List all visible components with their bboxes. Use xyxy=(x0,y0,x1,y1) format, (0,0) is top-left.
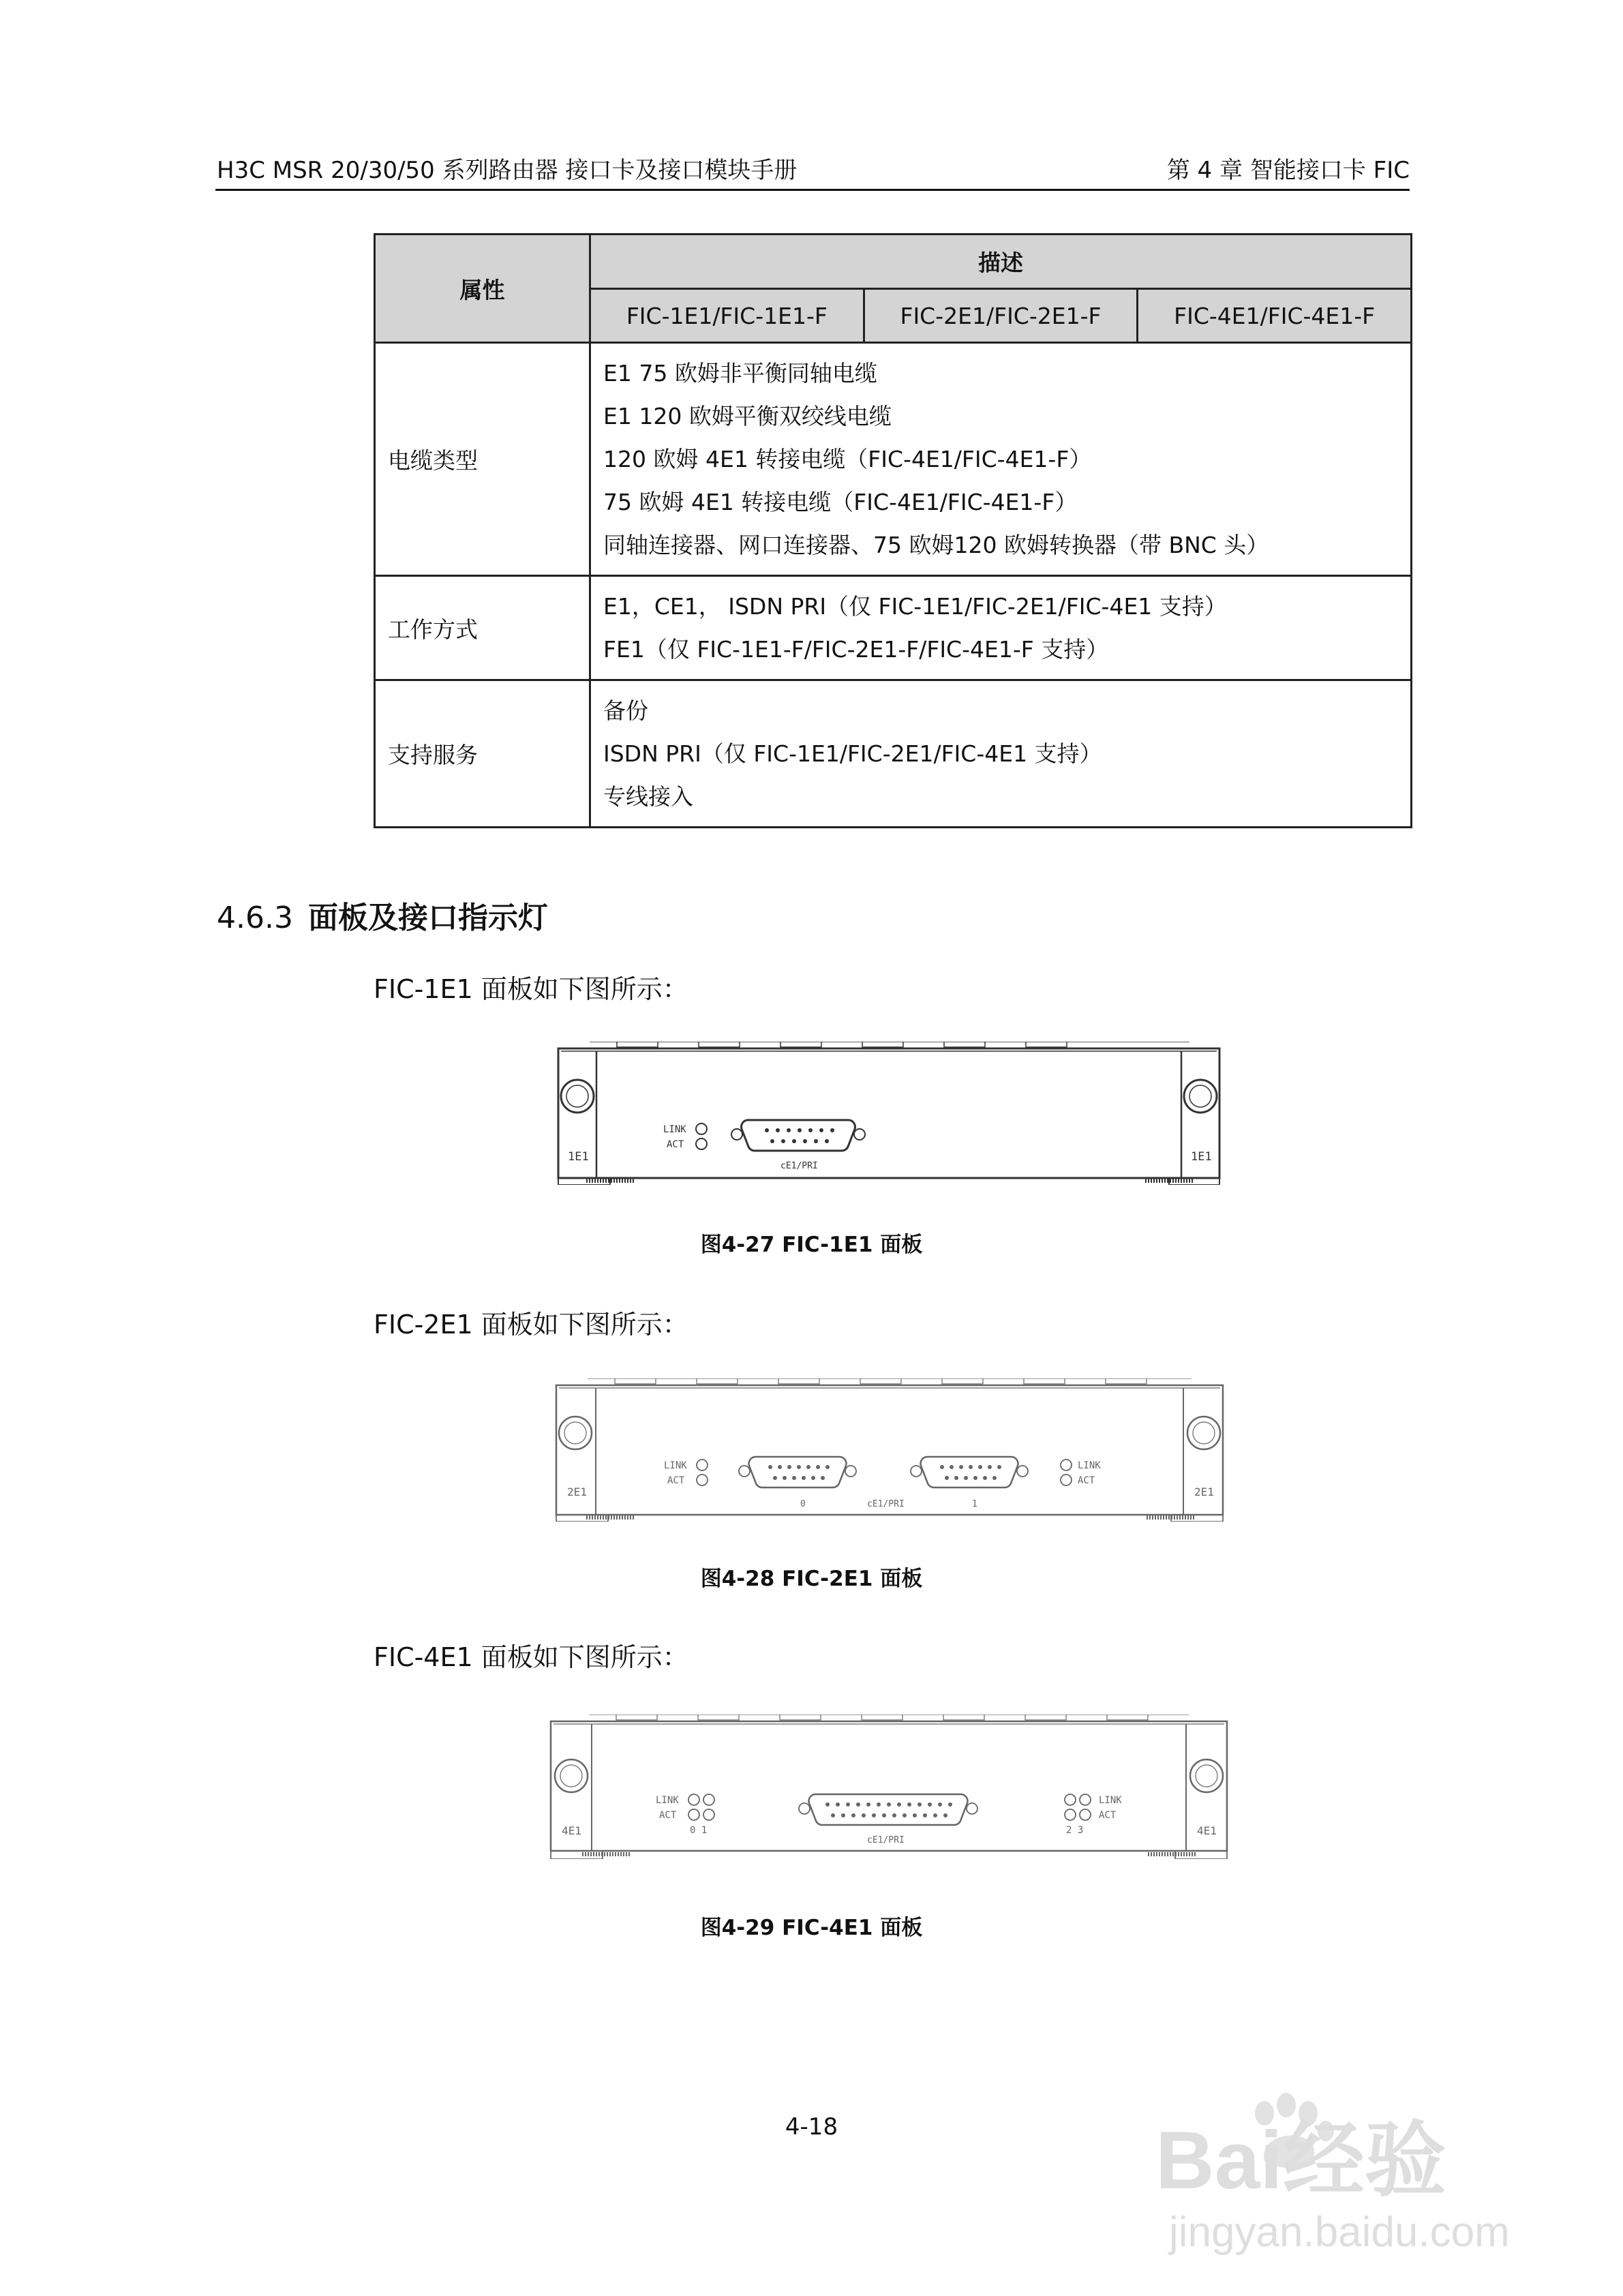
description-line: E1 75 欧姆非平衡同轴电缆 xyxy=(603,360,877,387)
table-row xyxy=(375,680,1412,828)
led-label-link: LINK xyxy=(664,1460,687,1471)
running-header-right: 第 4 章 智能接口卡 FIC xyxy=(1166,157,1410,184)
fic-2e1-panel-drawing xyxy=(553,1378,1226,1522)
panel-side-label: 4E1 xyxy=(1197,1824,1217,1837)
e1-connector-icon xyxy=(799,1794,977,1825)
port-number: 0 xyxy=(800,1499,806,1509)
section-title: 面板及接口指示灯 xyxy=(307,901,548,935)
act-led-icon xyxy=(1065,1809,1076,1820)
figure-caption-1e1: 图4-27 FIC-1E1 面板 xyxy=(700,1233,923,1257)
link-led-icon xyxy=(703,1794,714,1805)
port-label: cE1/PRI xyxy=(867,1835,905,1845)
watermark-brand: Bai经验 xyxy=(1155,2115,1446,2206)
page-number: 4-18 xyxy=(785,2113,838,2141)
led-label-act: ACT xyxy=(659,1810,677,1821)
act-led-icon xyxy=(696,1138,707,1149)
link-led-icon xyxy=(1065,1794,1076,1805)
section-heading xyxy=(217,893,548,937)
description-line: 75 欧姆 4E1 转接电缆（FIC-4E1/FIC-4E1-F） xyxy=(603,489,1078,515)
table-column-4e1: FIC-4E1/FIC-4E1-F xyxy=(1138,289,1412,343)
table-column-2e1: FIC-2E1/FIC-2E1-F xyxy=(864,289,1138,343)
fic-1e1-panel-drawing xyxy=(556,1042,1224,1185)
led-label-act: ACT xyxy=(1078,1475,1095,1486)
panel-side-label: 2E1 xyxy=(1194,1485,1214,1498)
led-label-act: ACT xyxy=(667,1139,684,1150)
led-label-link: LINK xyxy=(1099,1795,1122,1806)
port-number: 1 xyxy=(972,1499,977,1509)
panel-side-label: 4E1 xyxy=(562,1824,581,1837)
panel-side-label: 2E1 xyxy=(567,1485,587,1498)
table-row xyxy=(375,343,1412,576)
running-header-left: H3C MSR 20/30/50 系列路由器 接口卡及接口模块手册 xyxy=(217,157,798,184)
figure-intro-2e1: FIC-2E1 面板如下图所示： xyxy=(374,1310,688,1340)
link-led-icon xyxy=(1061,1460,1072,1470)
led-numbers: 0 1 xyxy=(690,1825,708,1836)
captive-screw-icon xyxy=(561,1080,594,1113)
link-led-icon xyxy=(1080,1794,1091,1805)
captive-screw-icon xyxy=(559,1417,592,1449)
panel-side-label: 1E1 xyxy=(1191,1150,1212,1164)
led-label-act: ACT xyxy=(1099,1810,1117,1821)
e1-connector-icon xyxy=(731,1120,865,1151)
table-column-1e1: FIC-1E1/FIC-1E1-F xyxy=(590,289,864,343)
figure-intro-1e1: FIC-1E1 面板如下图所示： xyxy=(374,974,688,1004)
e1-connector-icon xyxy=(739,1457,856,1487)
fic-4e1-panel-drawing xyxy=(548,1715,1230,1859)
attribute-table xyxy=(374,233,1412,828)
act-led-icon xyxy=(1061,1475,1072,1485)
port-label: cE1/PRI xyxy=(780,1161,818,1171)
description-line: E1 120 欧姆平衡双绞线电缆 xyxy=(603,403,892,429)
table-header-description: 描述 xyxy=(590,235,1412,289)
row-description xyxy=(590,343,1412,576)
row-property-cable-type: 电缆类型 xyxy=(375,343,590,576)
description-line: E1，CE1， ISDN PRI（仅 FIC-1E1/FIC-2E1/FIC-4E1 支持） xyxy=(603,593,1227,620)
port-label: cE1/PRI xyxy=(867,1499,905,1509)
led-label-link: LINK xyxy=(663,1124,686,1135)
led-label-link: LINK xyxy=(1078,1460,1101,1471)
description-line: 120 欧姆 4E1 转接电缆（FIC-4E1/FIC-4E1-F） xyxy=(603,446,1092,472)
captive-screw-icon xyxy=(1187,1417,1220,1449)
row-description xyxy=(590,680,1412,828)
act-led-icon xyxy=(697,1475,708,1485)
captive-screw-icon xyxy=(1190,1759,1223,1792)
description-line: ISDN PRI（仅 FIC-1E1/FIC-2E1/FIC-4E1 支持） xyxy=(603,740,1102,767)
description-line: FE1（仅 FIC-1E1-F/FIC-2E1-F/FIC-4E1-F 支持） xyxy=(603,636,1109,663)
act-led-icon xyxy=(1080,1809,1091,1820)
captive-screw-icon xyxy=(1184,1080,1217,1113)
description-line: 专线接入 xyxy=(603,783,693,810)
figure-intro-4e1: FIC-4E1 面板如下图所示： xyxy=(374,1642,688,1672)
led-label-act: ACT xyxy=(667,1475,685,1486)
act-led-icon xyxy=(688,1809,699,1820)
captive-screw-icon xyxy=(555,1759,588,1792)
link-led-icon xyxy=(697,1460,708,1470)
row-description xyxy=(590,576,1412,680)
panel-side-label: 1E1 xyxy=(568,1150,589,1164)
table-row xyxy=(375,576,1412,680)
description-line: 同轴连接器、网口连接器、75 欧姆120 欧姆转换器（带 BNC 头） xyxy=(603,532,1269,558)
watermark-url: jingyan.baidu.com xyxy=(1169,2209,1510,2256)
link-led-icon xyxy=(688,1794,699,1805)
led-label-link: LINK xyxy=(656,1795,679,1806)
link-led-icon xyxy=(696,1123,707,1134)
header-rule xyxy=(215,189,1410,191)
figure-caption-4e1: 图4-29 FIC-4E1 面板 xyxy=(700,1916,923,1940)
section-number: 4.6.3 xyxy=(217,901,293,935)
figure-caption-2e1: 图4-28 FIC-2E1 面板 xyxy=(700,1567,923,1591)
baidu-jingyan-watermark xyxy=(1128,2059,1551,2263)
row-property-services: 支持服务 xyxy=(375,680,590,828)
e1-connector-icon xyxy=(911,1457,1028,1487)
row-property-work-mode: 工作方式 xyxy=(375,576,590,680)
act-led-icon xyxy=(703,1809,714,1820)
table-header-property: 属性 xyxy=(375,235,590,343)
description-line: 备份 xyxy=(603,697,648,724)
led-numbers: 2 3 xyxy=(1066,1825,1084,1836)
